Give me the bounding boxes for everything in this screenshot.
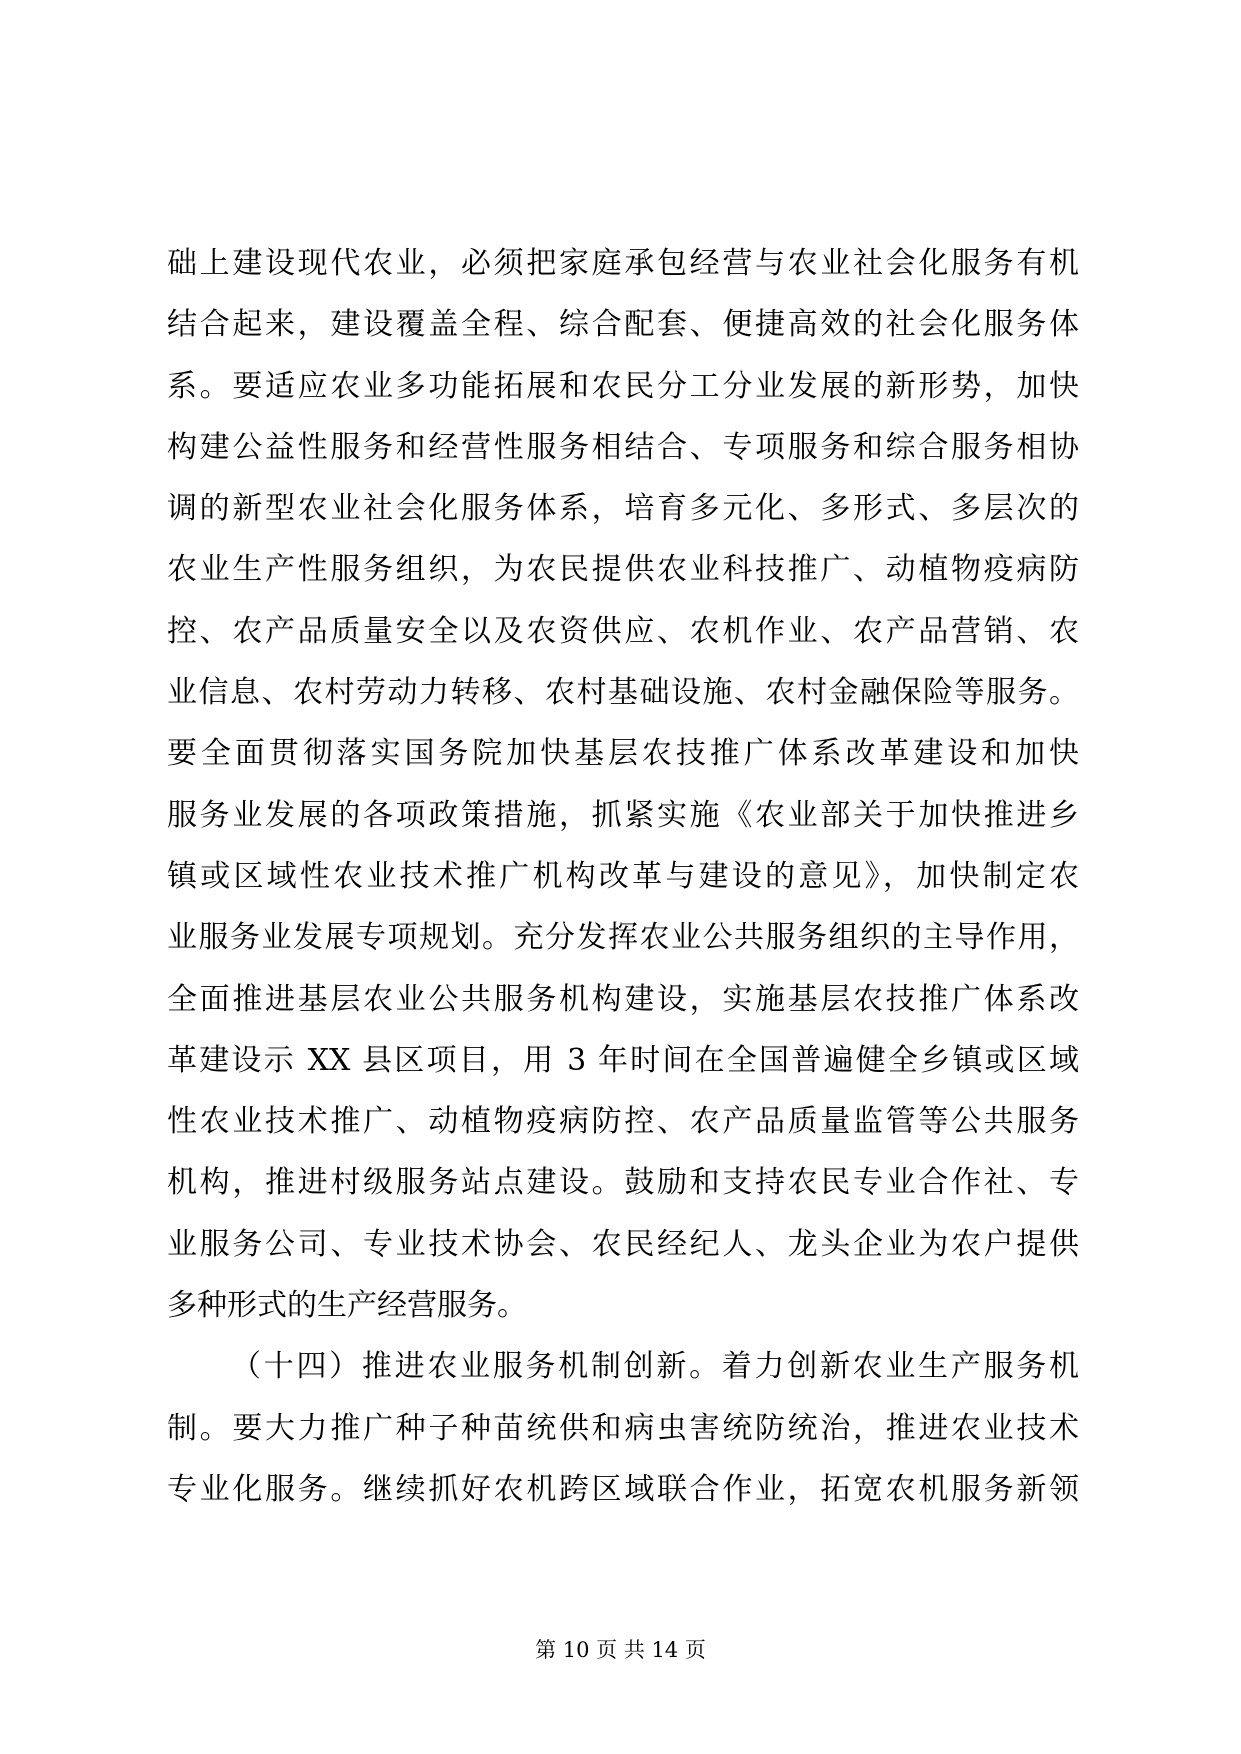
text-line-15: 性农业技术推广、动植物疫病防控、农产品质量监管等公共服务 bbox=[167, 1104, 1079, 1140]
body-text bbox=[167, 233, 1079, 1520]
text-line-10: 服务业发展的各项政策措施，抓紧实施《农业部关于加快推进乡 bbox=[167, 797, 1079, 833]
text-line-3: 系。要适应农业多功能拓展和农民分工分业发展的新形势，加快 bbox=[167, 368, 1079, 404]
text-line-5: 调的新型农业社会化服务体系，培育多元化、多形式、多层次的 bbox=[167, 491, 1079, 527]
text-line-2: 结合起来，建设覆盖全程、综合配套、便捷高效的社会化服务体 bbox=[167, 307, 1079, 343]
page-number-footer: 第 10 页 共 14 页 bbox=[535, 1638, 706, 1662]
text-line-11: 镇或区域性农业技术推广机构改革与建设的意见》，加快制定农 bbox=[167, 858, 1079, 894]
text-line-14: 革建设示 XX 县区项目，用 3 年时间在全国普遍健全乡镇或区域 bbox=[167, 1042, 1079, 1078]
text-line-7: 控、农产品质量安全以及农资供应、农机作业、农产品营销、农 bbox=[167, 613, 1079, 649]
text-line-19: （十四）推进农业服务机制创新。着力创新农业生产服务机 bbox=[231, 1349, 1079, 1385]
text-line-16: 机构，推进村级服务站点建设。鼓励和支持农民专业合作社、专 bbox=[167, 1165, 1079, 1201]
text-line-20: 制。要大力推广种子种苗统供和病虫害统防统治，推进农业技术 bbox=[167, 1410, 1079, 1446]
text-line-4: 构建公益性服务和经营性服务相结合、专项服务和综合服务相协 bbox=[167, 429, 1079, 465]
text-line-6: 农业生产性服务组织，为农民提供农业科技推广、动植物疫病防 bbox=[167, 552, 1079, 588]
text-line-1: 础上建设现代农业，必须把家庭承包经营与农业社会化服务有机 bbox=[167, 246, 1079, 281]
text-line-17: 业服务公司、专业技术协会、农民经纪人、龙头企业为农户提供 bbox=[167, 1226, 1079, 1262]
text-line-12: 业服务业发展专项规划。充分发挥农业公共服务组织的主导作用， bbox=[167, 920, 1079, 956]
text-line-18: 多种形式的生产经营服务。 bbox=[167, 1288, 527, 1324]
text-line-9: 要全面贯彻落实国务院加快基层农技推广体系改革建设和加快 bbox=[167, 736, 1079, 772]
text-line-13: 全面推进基层农业公共服务机构建设，实施基层农技推广体系改 bbox=[167, 981, 1079, 1017]
text-line-21: 专业化服务。继续抓好农机跨区域联合作业，拓宽农机服务新领 bbox=[167, 1471, 1079, 1507]
text-line-8: 业信息、农村劳动力转移、农村基础设施、农村金融保险等服务。 bbox=[167, 675, 1079, 711]
